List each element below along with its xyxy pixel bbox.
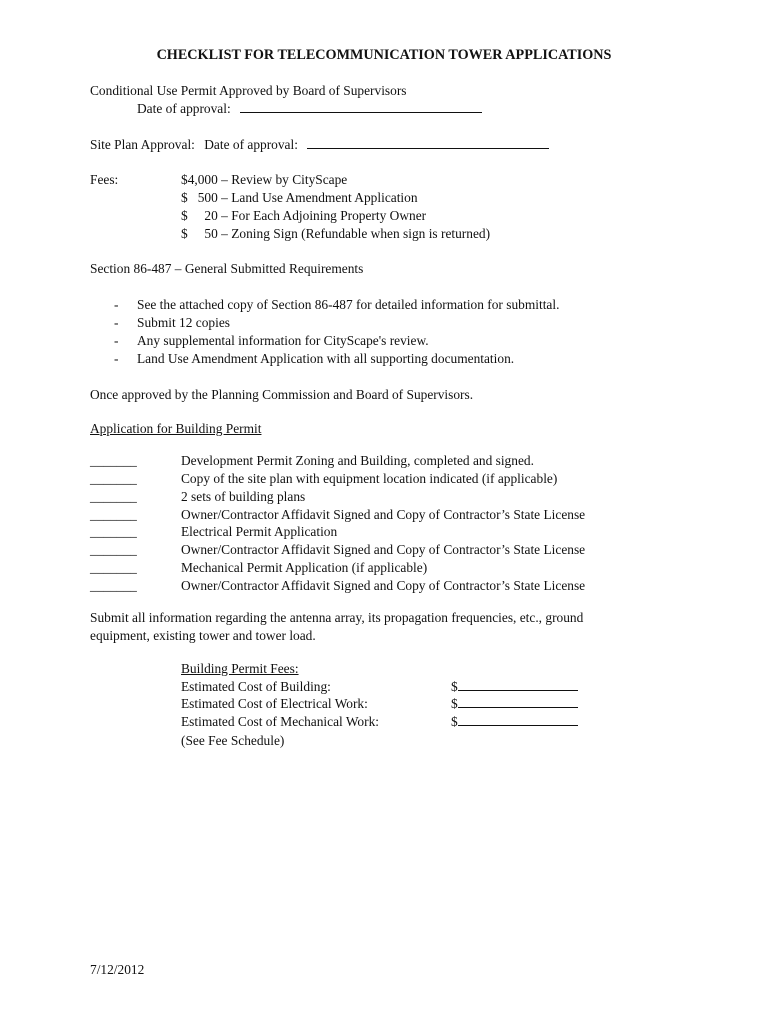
checklist-blank[interactable]: _______ <box>90 489 137 504</box>
site-plan-date-field[interactable] <box>307 136 549 149</box>
fee-row-field[interactable] <box>451 695 578 713</box>
checklist-item: Electrical Permit Application <box>181 524 338 539</box>
footer-date: 7/12/2012 <box>90 962 145 977</box>
document-title: CHECKLIST FOR TELECOMMUNICATION TOWER APPLICATIONS <box>156 47 612 63</box>
bullet-dash: - <box>114 315 119 330</box>
dollar-prefix: $ <box>451 714 458 729</box>
dollar-prefix: $ <box>451 696 458 711</box>
bullet-text: See the attached copy of Section 86-487 for detailed information for submittal. <box>137 297 560 312</box>
fee-row-field[interactable] <box>451 713 578 731</box>
cup-date-field[interactable] <box>240 100 482 113</box>
submit-note-line: Submit all information regarding the antenna array, its propagation frequencies, etc., ground <box>90 610 584 625</box>
checklist-blank[interactable]: _______ <box>90 453 137 468</box>
fee-amount-line[interactable] <box>458 695 578 708</box>
fee-item: $ 20 – For Each Adjoining Property Owner <box>181 208 427 223</box>
checklist-blank[interactable]: _______ <box>90 578 137 593</box>
checklist-item: Owner/Contractor Affidavit Signed and Copy of Contractor’s State License <box>181 578 586 593</box>
site-plan-date-label: Date of approval: <box>204 137 298 152</box>
checklist-blank[interactable]: _______ <box>90 542 137 557</box>
checklist-item: Development Permit Zoning and Building, completed and signed. <box>181 453 534 468</box>
cup-date-row <box>137 100 482 118</box>
dollar-prefix: $ <box>451 679 458 694</box>
checklist-item: Copy of the site plan with equipment location indicated (if applicable) <box>181 471 558 486</box>
cup-heading: Conditional Use Permit Approved by Board of Supervisors <box>90 83 407 98</box>
checklist-blank[interactable]: _______ <box>90 471 137 486</box>
bullet-text: Submit 12 copies <box>137 315 230 330</box>
section-heading: Section 86-487 – General Submitted Requirements <box>90 261 364 276</box>
checklist-blank[interactable]: _______ <box>90 524 137 539</box>
bullet-dash: - <box>114 333 119 348</box>
fee-row-label: Estimated Cost of Building: <box>181 679 331 694</box>
permit-fees-heading: Building Permit Fees: <box>181 661 299 676</box>
bullet-dash: - <box>114 351 119 366</box>
fee-amount-line[interactable] <box>458 713 578 726</box>
checklist-item: 2 sets of building plans <box>181 489 306 504</box>
fee-row-field[interactable] <box>451 678 578 696</box>
fee-amount-line[interactable] <box>458 678 578 691</box>
fee-schedule-note: (See Fee Schedule) <box>181 733 285 748</box>
cup-date-label: Date of approval: <box>137 101 231 116</box>
site-plan-heading: Site Plan Approval: <box>90 137 195 152</box>
checklist-item: Owner/Contractor Affidavit Signed and Copy of Contractor’s State License <box>181 542 586 557</box>
fee-item: $ 500 – Land Use Amendment Application <box>181 190 418 205</box>
bullet-text: Land Use Amendment Application with all supporting documentation. <box>137 351 515 366</box>
bullet-text: Any supplemental information for CityScape's review. <box>137 333 429 348</box>
building-permit-heading: Application for Building Permit <box>90 421 262 436</box>
fees-label: Fees: <box>90 172 119 187</box>
fee-item: $4,000 – Review by CityScape <box>181 172 348 187</box>
fee-row-label: Estimated Cost of Electrical Work: <box>181 696 368 711</box>
fee-item: $ 50 – Zoning Sign (Refundable when sign is returned) <box>181 226 491 241</box>
checklist-item: Owner/Contractor Affidavit Signed and Copy of Contractor’s State License <box>181 507 586 522</box>
fee-row-label: Estimated Cost of Mechanical Work: <box>181 714 380 729</box>
checklist-blank[interactable]: _______ <box>90 560 137 575</box>
checklist-blank[interactable]: _______ <box>90 507 137 522</box>
checklist-item: Mechanical Permit Application (if applicable) <box>181 560 428 575</box>
approval-note: Once approved by the Planning Commission and Board of Supervisors. <box>90 387 474 402</box>
submit-note-line: equipment, existing tower and tower load. <box>90 628 316 643</box>
site-plan-row <box>90 136 549 154</box>
bullet-dash: - <box>114 297 119 312</box>
